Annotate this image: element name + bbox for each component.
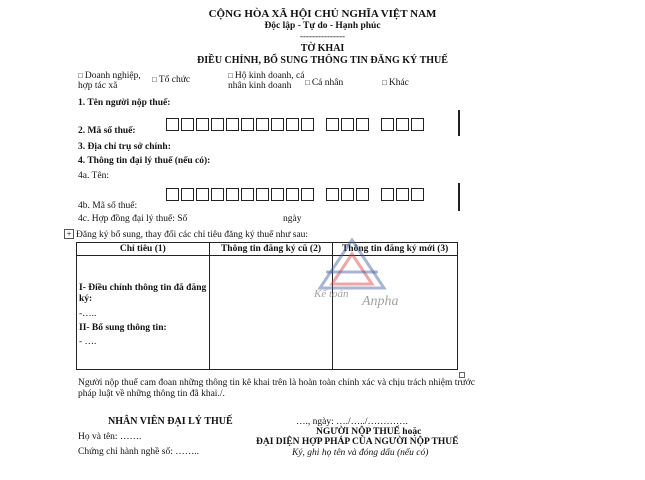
digit-box[interactable] (286, 188, 299, 201)
taxpayer-title-1: NGƯỜI NỘP THUẾ hoặc (316, 427, 422, 437)
agent-cert-label: Chứng chỉ hành nghề số: …….. (78, 447, 199, 457)
option-individual[interactable] (305, 78, 343, 88)
option-label: Khác (388, 78, 409, 88)
field-agent-tax-code: 4b. Mã số thuế: (78, 201, 138, 211)
option-organization[interactable] (152, 75, 190, 85)
field-agent-contract: 4c. Hợp đồng đại lý thuế: Số (78, 214, 188, 224)
field-taxpayer-name: 1. Tên người nộp thuế: (78, 98, 171, 108)
field-agent-name: 4a. Tên: (78, 171, 109, 181)
commitment-line-1: Người nộp thuế cam đoan những thông tin kê khai trên là hoàn toàn chính xác và chịu trách nhiệm trước (78, 378, 475, 388)
agent-tax-code-boxes[interactable] (166, 188, 426, 201)
digit-box[interactable] (326, 118, 339, 131)
tax-code-boxes[interactable] (166, 118, 426, 131)
digit-box[interactable] (356, 118, 369, 131)
digit-box[interactable] (381, 118, 394, 131)
digit-box[interactable] (181, 118, 194, 131)
option-household[interactable] (228, 71, 305, 91)
commitment-line-2: pháp luật về những thông tin đã khai./. (78, 389, 225, 399)
taxpayer-sign-note: Ký, ghi họ tên và đóng dấu (nếu có) (292, 448, 429, 458)
digit-box[interactable] (256, 188, 269, 201)
checkbox-icon[interactable]: □ (228, 71, 233, 80)
option-label-line2: hợp tác xã (78, 81, 118, 91)
column-header: Chỉ tiêu (1) (77, 243, 210, 256)
option-label: Hộ kinh doanh, cá (234, 71, 305, 81)
digit-box[interactable] (226, 188, 239, 201)
checkbox-icon[interactable]: □ (78, 71, 83, 80)
option-label: Tổ chức (158, 75, 191, 85)
motto: Độc lập - Tự do - Hạnh phúc (264, 21, 381, 31)
digit-box[interactable] (301, 118, 314, 131)
digit-box[interactable] (381, 188, 394, 201)
digit-box[interactable] (341, 188, 354, 201)
digit-box[interactable] (341, 118, 354, 131)
field-agent-contract-day: ngày (283, 214, 302, 224)
margin-bar (458, 110, 460, 136)
table-move-handle-icon[interactable]: + (64, 229, 74, 239)
option-label: Doanh nghiệp, (84, 71, 141, 81)
digit-box[interactable] (396, 118, 409, 131)
field-address: 3. Địa chỉ trụ sở chính: (78, 142, 171, 152)
header-divider: --------------- (300, 31, 345, 41)
digit-box[interactable] (241, 188, 254, 201)
watermark-text-1: Kế toán (314, 288, 349, 300)
digit-box[interactable] (411, 118, 424, 131)
digit-box[interactable] (301, 188, 314, 201)
digit-box[interactable] (271, 118, 284, 131)
checkbox-icon[interactable]: □ (382, 78, 387, 87)
taxpayer-title-2: ĐẠI DIỆN HỢP PHÁP CỦA NGƯỜI NỘP THUẾ (256, 437, 459, 447)
option-label-line2: nhân kinh doanh (228, 81, 292, 91)
digit-box[interactable] (196, 188, 209, 201)
digit-box[interactable] (256, 118, 269, 131)
digit-box[interactable] (166, 118, 179, 131)
option-other[interactable] (382, 78, 409, 88)
digit-box[interactable] (226, 118, 239, 131)
digit-box[interactable] (181, 188, 194, 201)
digit-box[interactable] (196, 118, 209, 131)
digit-box[interactable] (411, 188, 424, 201)
option-enterprise[interactable] (78, 71, 141, 91)
field-agent-info: 4. Thông tin đại lý thuế (nếu có): (78, 156, 211, 166)
watermark-text-2: Anpha (362, 294, 399, 309)
add-label: II- Bổ sung thông tin: (79, 323, 167, 333)
agent-name-label: Họ và tên: ……. (78, 432, 142, 442)
margin-bar (458, 183, 460, 211)
date-line: …., ngày: …./…../…………. (296, 417, 408, 427)
digit-box[interactable] (356, 188, 369, 201)
digit-box[interactable] (241, 118, 254, 131)
add-item: - …. (79, 337, 97, 347)
digit-box[interactable] (166, 188, 179, 201)
digit-box[interactable] (211, 188, 224, 201)
column-header: Thông tin đăng ký cũ (2) (209, 243, 333, 256)
digit-box[interactable] (211, 118, 224, 131)
intro-line: Đăng ký bổ sung, thay đổi các chỉ tiêu đăng ký thuế như sau: (76, 230, 309, 240)
adjust-label: I- Điều chỉnh thông tin đã đăng ký: (79, 283, 207, 304)
digit-box[interactable] (286, 118, 299, 131)
table-cell[interactable] (77, 256, 210, 370)
checkbox-icon[interactable]: □ (152, 75, 157, 84)
field-tax-code: 2. Mã số thuế: (78, 126, 136, 136)
column-header: Thông tin đăng ký mới (3) (333, 243, 458, 256)
agent-sign-title: NHÂN VIÊN ĐẠI LÝ THUẾ (108, 416, 233, 427)
form-title: TỜ KHAI (300, 43, 345, 54)
adjust-item: -….. (79, 309, 97, 319)
checkbox-icon[interactable]: □ (305, 78, 310, 87)
form-subtitle: ĐIỀU CHỈNH, BỔ SUNG THÔNG TIN ĐĂNG KÝ THUẾ (197, 55, 448, 66)
option-label: Cá nhân (311, 78, 344, 88)
digit-box[interactable] (396, 188, 409, 201)
digit-box[interactable] (271, 188, 284, 201)
digit-box[interactable] (326, 188, 339, 201)
republic-title: CỘNG HÒA XÃ HỘI CHỦ NGHĨA VIỆT NAM (208, 8, 437, 20)
